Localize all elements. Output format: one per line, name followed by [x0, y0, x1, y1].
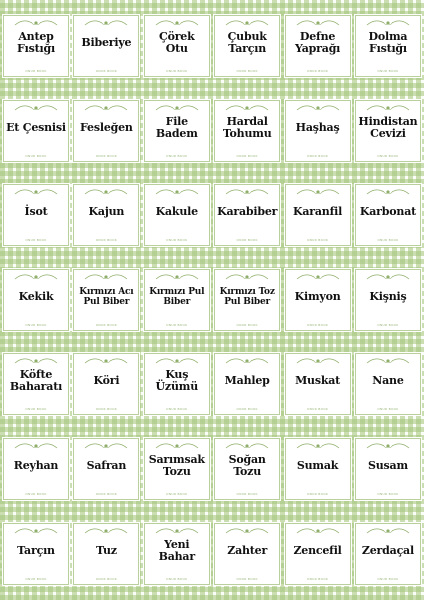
- spice-label: [144, 100, 210, 162]
- brand-text: ONUR BOOK: [236, 576, 258, 581]
- brand-text: ONUR BOOK: [95, 153, 118, 158]
- spice-label: [285, 15, 351, 77]
- flourish-ornament-icon: [295, 104, 341, 112]
- flourish-ornament-icon: [295, 357, 341, 365]
- brand-text: ONUR BOOK: [166, 322, 188, 327]
- brand-text: ONUR BOOK: [236, 407, 258, 412]
- spice-name: Kajun: [88, 205, 125, 219]
- brand-text: ONUR BOOK: [377, 407, 399, 412]
- spice-name: Biberiye: [81, 36, 132, 49]
- brand-text: ONUR BOOK: [236, 491, 258, 496]
- spice-name: Hardal Tohumu: [222, 114, 272, 140]
- flourish-ornament-icon: [154, 357, 200, 365]
- spice-label: [73, 184, 139, 246]
- spice-label: [355, 523, 421, 585]
- spice-name: Soğan Tozu: [228, 452, 266, 478]
- spice-name: Kuş Üzümü: [155, 368, 199, 394]
- flourish-ornament-icon: [224, 527, 270, 535]
- flourish-ornament-icon: [295, 188, 341, 196]
- spice-name: Kırmızı Pul Biber: [149, 286, 205, 307]
- brand-text: ONUR BOOK: [166, 69, 188, 73]
- brand-text: ONUR BOOK: [306, 576, 329, 581]
- spice-label: [73, 438, 139, 500]
- brand-text: ONUR BOOK: [377, 491, 399, 496]
- flourish-ornament-icon: [224, 188, 270, 196]
- flourish-ornament-icon: [13, 19, 59, 27]
- spice-name: Köri: [93, 374, 120, 388]
- spice-name: Muskat: [295, 374, 341, 388]
- brand-text: ONUR BOOK: [236, 322, 258, 327]
- spice-name: Köfte Baharatı: [9, 368, 63, 394]
- spice-name: Dolma Fıstığı: [368, 30, 408, 55]
- spice-label: [214, 184, 280, 246]
- spice-name: Zahter: [227, 543, 268, 557]
- brand-text: ONUR BOOK: [236, 238, 258, 243]
- spice-name: Susam: [368, 458, 408, 472]
- flourish-ornament-icon: [154, 104, 200, 112]
- brand-text: ONUR BOOK: [25, 322, 47, 327]
- flourish-ornament-icon: [295, 442, 341, 450]
- brand-text: ONUR BOOK: [166, 576, 188, 581]
- flourish-ornament-icon: [83, 188, 129, 196]
- flourish-ornament-icon: [295, 527, 341, 535]
- spice-name: Kimyon: [294, 289, 341, 303]
- spice-name: Kişniş: [369, 289, 407, 303]
- brand-text: ONUR BOOK: [95, 69, 118, 73]
- spice-name: Mahlep: [224, 374, 270, 388]
- flourish-ornament-icon: [224, 442, 270, 450]
- brand-text: ONUR BOOK: [25, 491, 47, 496]
- spice-label: [144, 15, 210, 77]
- spice-label: [355, 100, 421, 162]
- spice-label: [214, 523, 280, 585]
- spice-label: [355, 184, 421, 246]
- flourish-ornament-icon: [13, 188, 59, 196]
- brand-text: ONUR BOOK: [25, 238, 47, 243]
- flourish-ornament-icon: [224, 273, 270, 281]
- spice-label: [144, 269, 210, 331]
- flourish-ornament-icon: [365, 357, 411, 365]
- flourish-ornament-icon: [295, 273, 341, 281]
- flourish-ornament-icon: [154, 273, 200, 281]
- spice-name: Çörek Otu: [159, 30, 195, 55]
- spice-name: Kırmızı Toz Pul Biber: [219, 286, 275, 307]
- brand-text: ONUR BOOK: [166, 238, 188, 243]
- spice-label: [285, 353, 351, 415]
- spice-name: Fesleğen: [80, 120, 133, 134]
- spice-label: [144, 353, 210, 415]
- spice-name: Antep Fıstığı: [17, 30, 55, 55]
- flourish-ornament-icon: [365, 527, 411, 535]
- brand-text: ONUR BOOK: [306, 69, 329, 73]
- flourish-ornament-icon: [83, 19, 129, 27]
- label-sheet: [3, 15, 421, 585]
- flourish-ornament-icon: [83, 273, 129, 281]
- flourish-ornament-icon: [365, 188, 411, 196]
- spice-name: Hindistan Cevizi: [358, 114, 418, 140]
- brand-text: ONUR BOOK: [25, 69, 47, 73]
- spice-name: Nane: [372, 374, 404, 388]
- brand-text: ONUR BOOK: [95, 491, 118, 496]
- spice-label: [285, 184, 351, 246]
- brand-text: ONUR BOOK: [377, 576, 399, 581]
- spice-label: [355, 438, 421, 500]
- spice-label: [73, 269, 139, 331]
- flourish-ornament-icon: [224, 19, 270, 27]
- flourish-ornament-icon: [365, 273, 411, 281]
- spice-name: Sumak: [296, 458, 339, 472]
- spice-label: [73, 15, 139, 77]
- brand-text: ONUR BOOK: [377, 153, 399, 158]
- brand-text: ONUR BOOK: [236, 153, 258, 158]
- flourish-ornament-icon: [365, 19, 411, 27]
- spice-name: Zerdaçal: [361, 543, 414, 557]
- spice-name: Tuz: [95, 543, 117, 557]
- spice-name: Kırmızı Acı Pul Biber: [79, 286, 134, 307]
- flourish-ornament-icon: [83, 527, 129, 535]
- brand-text: ONUR BOOK: [95, 238, 118, 243]
- brand-text: ONUR BOOK: [95, 576, 118, 581]
- spice-label: [3, 523, 69, 585]
- flourish-ornament-icon: [13, 357, 59, 365]
- spice-name: Çubuk Tarçın: [227, 30, 267, 55]
- flourish-ornament-icon: [224, 357, 270, 365]
- brand-text: ONUR BOOK: [236, 69, 258, 73]
- brand-text: ONUR BOOK: [377, 238, 399, 243]
- spice-name: İsot: [24, 205, 48, 219]
- spice-name: Zencefil: [293, 543, 342, 557]
- flourish-ornament-icon: [154, 19, 200, 27]
- brand-text: ONUR BOOK: [306, 322, 329, 327]
- spice-name: Defne Yaprağı: [294, 30, 341, 55]
- brand-text: ONUR BOOK: [306, 238, 329, 243]
- spice-label: [355, 15, 421, 77]
- spice-name: Yeni Bahar: [158, 537, 195, 563]
- flourish-ornament-icon: [13, 442, 59, 450]
- spice-label: [214, 269, 280, 331]
- spice-label: [144, 184, 210, 246]
- spice-label: [3, 438, 69, 500]
- spice-name: Kekik: [18, 289, 54, 303]
- spice-label: [3, 15, 69, 77]
- brand-text: ONUR BOOK: [95, 407, 118, 412]
- flourish-ornament-icon: [83, 104, 129, 112]
- spice-label: [73, 523, 139, 585]
- spice-name: Kakule: [155, 205, 198, 219]
- spice-label: [214, 100, 280, 162]
- spice-label: [285, 523, 351, 585]
- flourish-ornament-icon: [13, 273, 59, 281]
- spice-label: [73, 353, 139, 415]
- brand-text: ONUR BOOK: [25, 153, 47, 158]
- brand-text: ONUR BOOK: [306, 407, 329, 412]
- spice-label: [355, 269, 421, 331]
- brand-text: ONUR BOOK: [25, 407, 47, 412]
- brand-text: ONUR BOOK: [166, 153, 188, 158]
- spice-name: Karbonat: [359, 205, 417, 219]
- spice-name: Haşhaş: [295, 120, 340, 134]
- flourish-ornament-icon: [83, 357, 129, 365]
- brand-text: ONUR BOOK: [95, 322, 118, 327]
- brand-text: ONUR BOOK: [166, 407, 188, 412]
- flourish-ornament-icon: [154, 442, 200, 450]
- brand-text: ONUR BOOK: [25, 576, 47, 581]
- flourish-ornament-icon: [224, 104, 270, 112]
- spice-label: [214, 438, 280, 500]
- spice-label: [73, 100, 139, 162]
- flourish-ornament-icon: [83, 442, 129, 450]
- brand-text: ONUR BOOK: [306, 153, 329, 158]
- spice-name: Reyhan: [13, 458, 59, 472]
- spice-name: Et Çesnisi: [6, 120, 66, 134]
- spice-name: Safran: [86, 458, 127, 472]
- spice-name: Sarımsak Tozu: [148, 452, 205, 478]
- flourish-ornament-icon: [154, 527, 200, 535]
- flourish-ornament-icon: [295, 19, 341, 27]
- spice-label: [144, 438, 210, 500]
- spice-label: [3, 184, 69, 246]
- flourish-ornament-icon: [13, 104, 59, 112]
- spice-label: [3, 269, 69, 331]
- flourish-ornament-icon: [154, 188, 200, 196]
- spice-name: File Badem: [155, 114, 198, 140]
- spice-label: [285, 438, 351, 500]
- spice-name: Karanfil: [293, 205, 343, 219]
- spice-label: [214, 15, 280, 77]
- spice-name: Karabiber: [217, 205, 278, 219]
- spice-name: Tarçın: [17, 543, 55, 557]
- spice-label: [285, 100, 351, 162]
- brand-text: ONUR BOOK: [377, 69, 399, 73]
- spice-label: [355, 353, 421, 415]
- brand-text: ONUR BOOK: [377, 322, 399, 327]
- brand-text: ONUR BOOK: [306, 491, 329, 496]
- flourish-ornament-icon: [365, 442, 411, 450]
- spice-label: [214, 353, 280, 415]
- spice-label: [144, 523, 210, 585]
- spice-label: [285, 269, 351, 331]
- spice-label: [3, 353, 69, 415]
- flourish-ornament-icon: [365, 104, 411, 112]
- brand-text: ONUR BOOK: [166, 491, 188, 496]
- spice-label: [3, 100, 69, 162]
- flourish-ornament-icon: [13, 527, 59, 535]
